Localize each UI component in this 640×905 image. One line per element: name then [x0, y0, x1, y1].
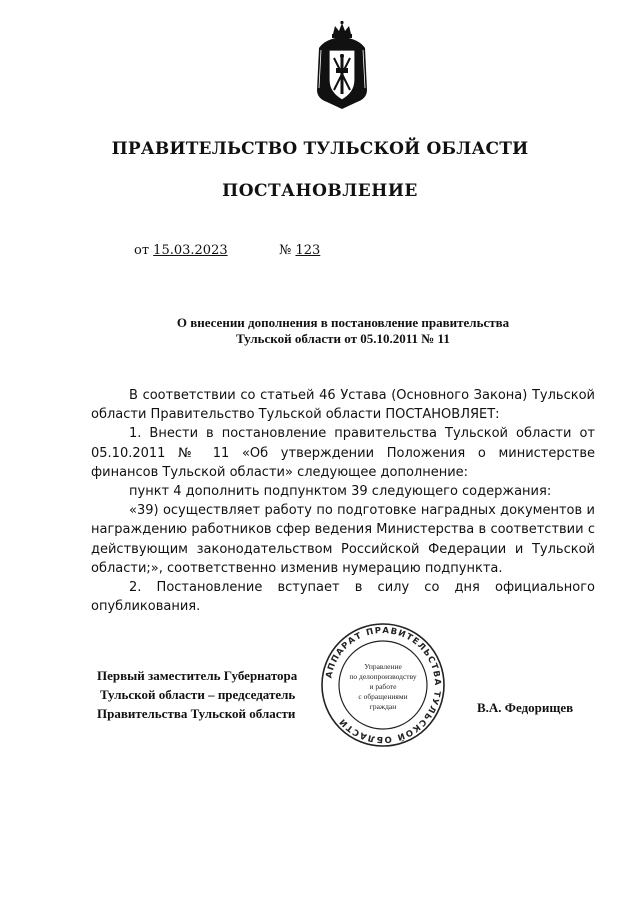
number-value: 123: [295, 243, 321, 258]
stamp-center-line: и работе: [369, 682, 397, 691]
body-paragraph: 2. Постановление вступает в силу со дня официального опубликования.: [91, 580, 595, 615]
body-paragraph: «39) осуществляет работу по подготовке наградных документов и награждению работников сфер ведения Министерства в соответствии с действующим законодательством Российской Федерации и Тульской области;», соответственно изменив нумерацию подпункта.: [91, 503, 595, 576]
document-body: [91, 386, 595, 616]
body-paragraph: В соответствии со статьей 46 Устава (Основного Закона) Тульской области Правительство Тульской области ПОСТАНОВЛЯЕТ:: [91, 388, 595, 423]
position-line-3: Правительства Тульской области: [97, 706, 296, 721]
signatory-position: [97, 666, 337, 723]
document-subject: [0, 315, 640, 347]
stamp-center-line: по делопроизводству: [349, 672, 417, 681]
document-date: [134, 243, 228, 258]
subject-line-2: Тульской области от 05.10.2011 № 11: [236, 331, 450, 346]
body-paragraph: пункт 4 дополнить подпунктом 39 следующего содержания:: [129, 484, 552, 500]
position-line-1: Первый заместитель Губернатора: [97, 668, 298, 683]
signatory-name: В.А. Федорищев: [477, 700, 574, 715]
number-prefix: №: [279, 243, 292, 258]
organization-title: ПРАВИТЕЛЬСТВО ТУЛЬСКОЙ ОБЛАСТИ: [111, 139, 529, 159]
coat-of-arms-icon: [313, 20, 371, 112]
official-stamp: [320, 622, 446, 748]
stamp-center-line: Управление: [364, 662, 402, 671]
document-number: [279, 243, 320, 258]
stamp-ring-text: АППАРАТ ПРАВИТЕЛЬСТВА ТУЛЬСКОЙ ОБЛАСТИ: [324, 625, 443, 745]
stamp-center-line: с обращениями: [358, 692, 408, 701]
date-value: 15.03.2023: [153, 243, 228, 258]
body-paragraph: 1. Внести в постановление правительства Тульской области от 05.10.2011 № 11 «Об утверждении Положения о министерстве финансов Тульской области» следующее дополнение:: [91, 426, 595, 480]
stamp-center-line: граждан: [369, 702, 397, 711]
date-prefix: от: [134, 243, 150, 258]
document-type-title: ПОСТАНОВЛЕНИЕ: [222, 181, 418, 201]
position-line-2: Тульской области – председатель: [100, 687, 296, 702]
subject-line-1: О внесении дополнения в постановление правительства: [176, 315, 510, 330]
